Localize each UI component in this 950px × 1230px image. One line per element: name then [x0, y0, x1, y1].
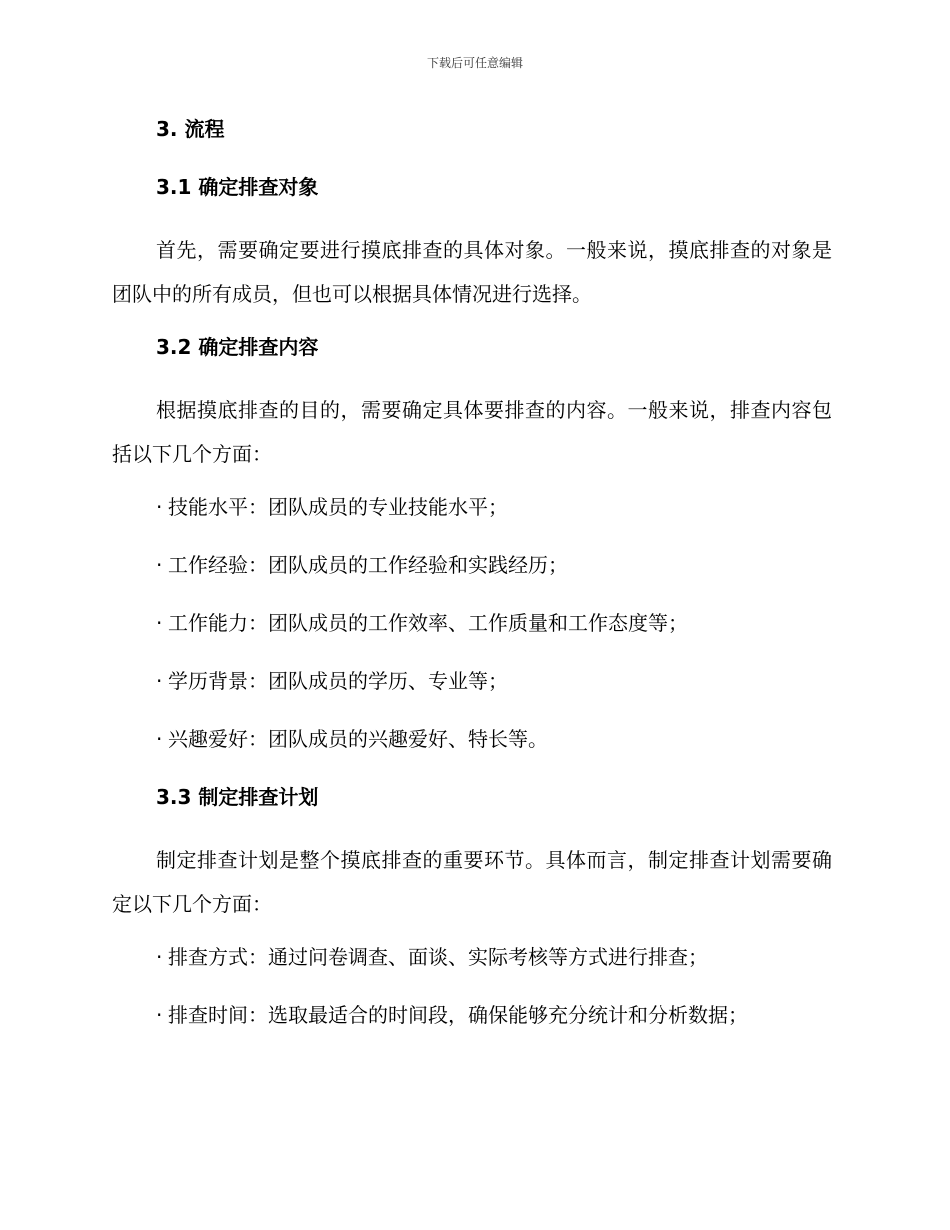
- section-heading-3: 3. 流程: [156, 117, 225, 141]
- list-item: [112, 548, 832, 582]
- list-item-text: 工作经验：团队成员的工作经验和实践经历；: [168, 553, 568, 577]
- bullet-dot: ·: [156, 669, 163, 693]
- list-item: [112, 664, 832, 698]
- list-item: [112, 722, 832, 756]
- list-item: [112, 490, 832, 524]
- document-body: [112, 112, 832, 1056]
- section-heading-3-3: 3.3 制定排查计划: [156, 785, 319, 809]
- bullet-dot: ·: [156, 1003, 163, 1027]
- list-item-text: 排查时间：选取最适合的时间段，确保能够充分统计和分析数据；: [168, 1003, 748, 1027]
- page-header-note: 下载后可任意编辑: [426, 56, 523, 70]
- section-heading-3-2: 3.2 确定排查内容: [156, 335, 319, 359]
- section-heading-3-1: 3.1 确定排查对象: [156, 175, 319, 199]
- list-item-text: 排查方式：通过问卷调查、面谈、实际考核等方式进行排查；: [168, 945, 708, 969]
- paragraph-3-1: 首先，需要确定要进行摸底排查的具体对象。一般来说，摸底排查的对象是团队中的所有成员，但也可以根据具体情况进行选择。: [112, 238, 832, 306]
- list-item-text: 技能水平：团队成员的专业技能水平；: [168, 495, 508, 519]
- list-item: [112, 606, 832, 640]
- list-item-text: 兴趣爱好：团队成员的兴趣爱好、特长等。: [168, 727, 548, 751]
- bullet-dot: ·: [156, 553, 163, 577]
- list-item: [112, 940, 832, 974]
- list-item-text: 工作能力：团队成员的工作效率、工作质量和工作态度等；: [168, 611, 688, 635]
- bullet-dot: ·: [156, 945, 163, 969]
- bullet-dot: ·: [156, 495, 163, 519]
- paragraph-3-2: 根据摸底排查的目的，需要确定具体要排查的内容。一般来说，排查内容包括以下几个方面：: [112, 398, 832, 466]
- list-item-text: 学历背景：团队成员的学历、专业等；: [168, 669, 508, 693]
- list-item: [112, 998, 832, 1032]
- bullet-dot: ·: [156, 611, 163, 635]
- paragraph-3-3: 制定排查计划是整个摸底排查的重要环节。具体而言，制定排查计划需要确定以下几个方面：: [112, 848, 832, 916]
- bullet-dot: ·: [156, 727, 163, 751]
